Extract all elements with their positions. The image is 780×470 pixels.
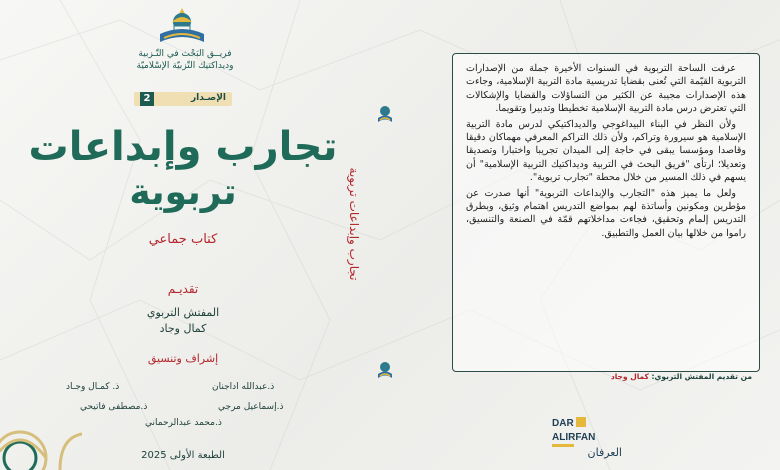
blurb-paragraph: ولعل ما يميز هذه "التجارب والإبداعات التربوية" أنها صدرت عن مؤطرين ومكونين وأساتذة لهم بمواضع التدريس اهتمام وثيق، وبطرق التدريس إلمام وتحقيق، فجاءت مداخلاتهم قمّة في الصنعة والتنسيق، راموا من خلالها بيان العمل والتطبيق. — [466, 187, 746, 239]
publisher-latin-2: ALIRFAN — [552, 432, 596, 443]
preface-author — [110, 305, 256, 337]
spine-title: تجارب وإبداعات تربوية — [347, 167, 361, 281]
coordinator-name: ذ.مصطفى فاتيحي — [80, 402, 148, 412]
inspector-name: كمال وجاد — [159, 322, 207, 335]
blurb-paragraph: عرفت الساحة التربوية في السنوات الأخيرة جملة من الإصدارات التربوية القيّمة التي تُعنى بقضايا تدريسية مادة التربية الإسلامية، وجاءت هذه الإصدارات مجيبة عن الكثير من التساؤلات والقضايا والإشكالات التي تعترض درس مادة التربية الإسلامية تخطيطا وتدبيرا وتقويما. — [466, 63, 746, 115]
blurb-paragraph: ولأن النظر في البناء البيداغوجي والديداكتيكي لدرس مادة التربية الإسلامية هو سيرورة وتراكم، ولأن ذلك التراكم المعرفي مهماكان دقيقا وقاصدا ومؤسسا يبقى في حاجة إلى الميدان تجريبا واختبارا وتصديقا وتعديلا؛ ارتأى "فريق البحث في التربية وديداكتيك التربية الإسلامية" أن يسهم في ذلك المسير من خلال محطة "تجارب تربوية". — [466, 118, 746, 184]
issue-badge — [134, 92, 232, 106]
team-logo-icon — [376, 104, 394, 126]
back-cover-blurb — [466, 62, 746, 242]
coordinator-name: ذ.محمد عبدالرحماني — [145, 418, 222, 428]
publisher-latin-1: DAR — [552, 418, 574, 429]
front-cover — [0, 0, 366, 470]
inspector-title: المفتش التربوي — [146, 306, 220, 319]
issue-label: الإصـدار — [190, 93, 226, 103]
coordinator-name: ذ. كمـال وجـاد — [66, 382, 120, 392]
issue-number: 2 — [140, 92, 154, 106]
coordinator-name: ذ.إسماعيل مرجي — [218, 402, 284, 412]
preface-label: تقديـم — [167, 282, 199, 296]
book-spine — [366, 0, 406, 470]
edition-year: الطبعة الأولى 2025 — [141, 450, 225, 461]
signature-prefix: من تقديم المفتش التربوي: — [651, 372, 752, 381]
book-title-line-2: تربوية — [129, 172, 237, 213]
signature-name: كمال وجاد — [610, 372, 649, 381]
supervision-label: إشراف وتنسيق — [147, 352, 219, 365]
book-title-line-1: تجارب وإبداعات — [28, 124, 338, 170]
team-logo-icon — [376, 360, 394, 382]
book-subtitle: كتاب جماعي — [148, 232, 218, 247]
coordinator-name: ذ.عبدالله اداجنان — [212, 382, 275, 392]
research-team-name — [100, 48, 270, 72]
publisher-arabic: العرفان — [587, 446, 622, 459]
team-logo-icon — [152, 4, 212, 50]
islamic-ornament-icon — [0, 398, 82, 470]
team-line-1: فريــق البَحْث في التّـزبية — [138, 49, 232, 59]
publisher-logo — [548, 414, 626, 462]
blurb-signature — [600, 372, 752, 381]
team-line-2: وديداكتيك التّزبيّة الإسْلاميّة — [136, 61, 234, 71]
